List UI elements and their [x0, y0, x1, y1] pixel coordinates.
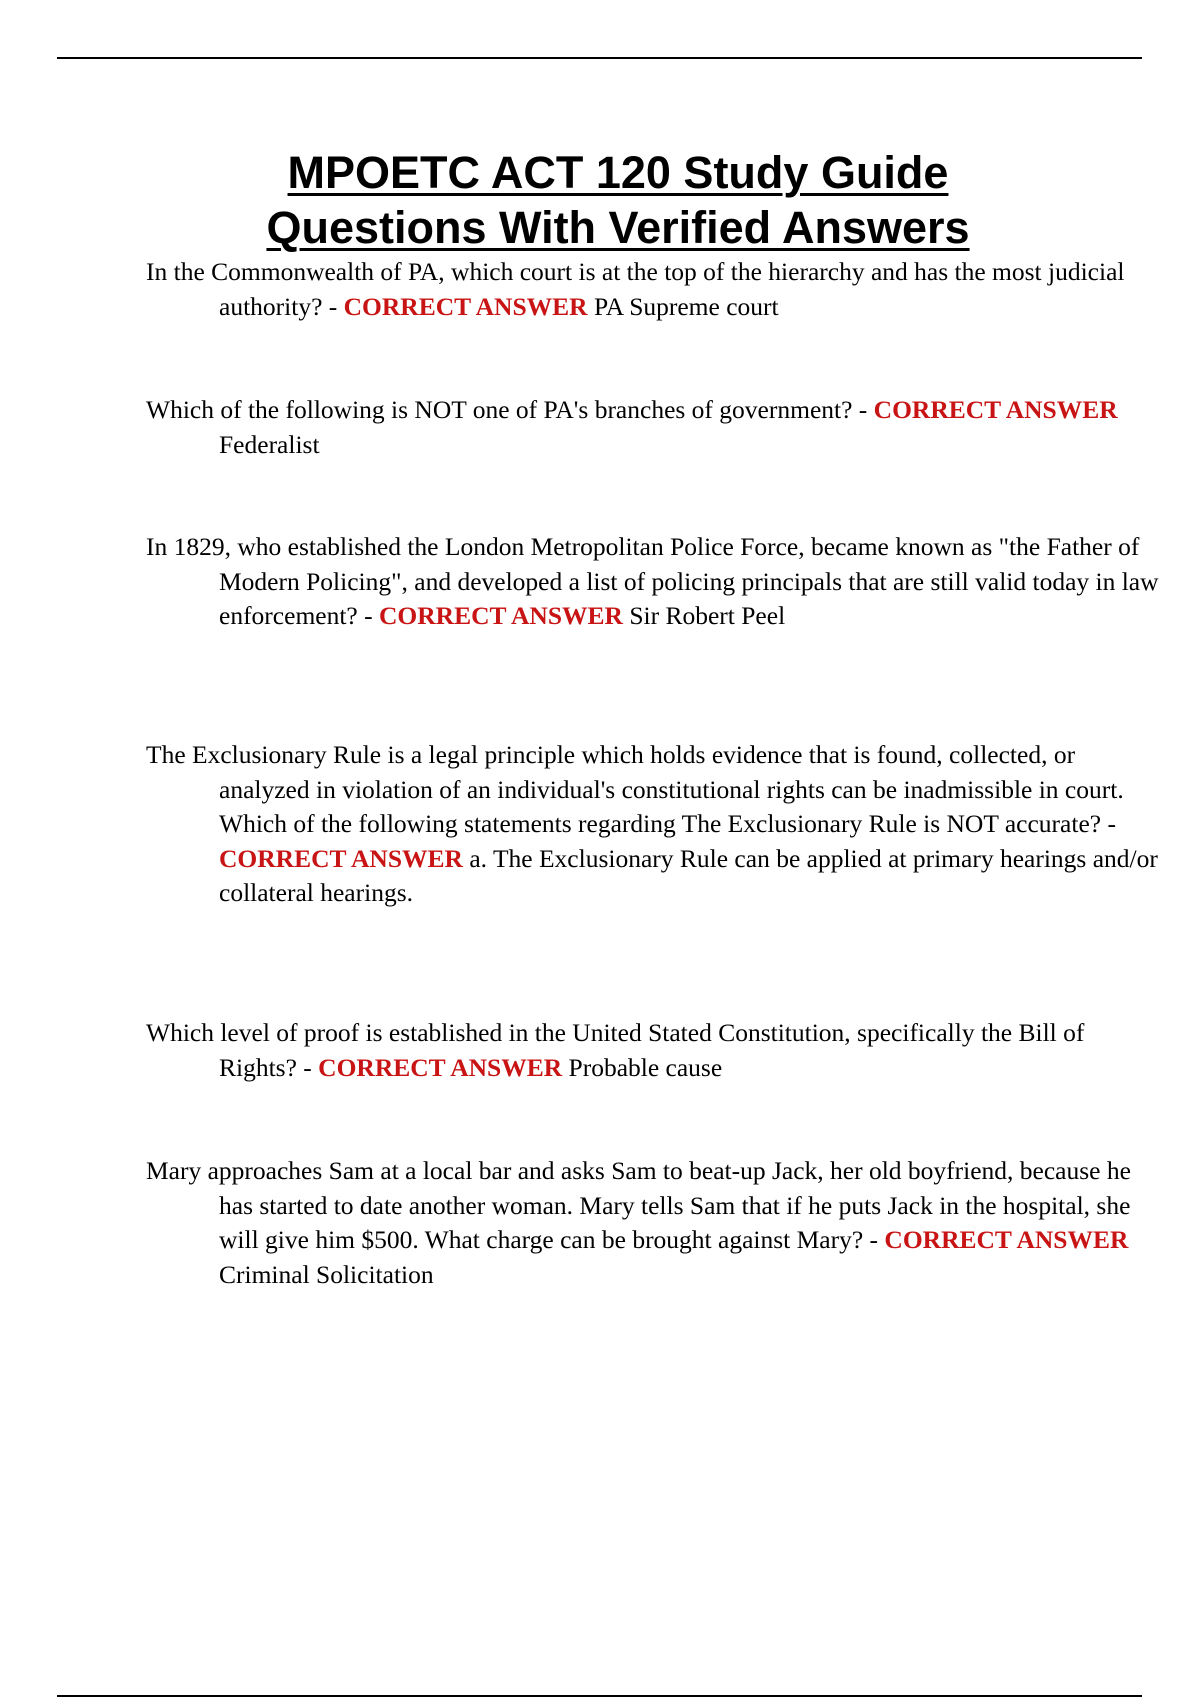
correct-answer-label: CORRECT ANSWER — [379, 601, 623, 630]
answer-text: PA Supreme court — [593, 291, 779, 321]
question-text: Which of the following is NOT one of PA's branches of government? - — [146, 395, 874, 424]
qa-item — [146, 393, 1159, 462]
top-rule — [57, 57, 1142, 59]
answer-text: Sir Robert Peel — [629, 601, 786, 630]
qa-item — [146, 1154, 1159, 1292]
correct-answer-label: CORRECT ANSWER — [343, 291, 588, 321]
answer-text: Criminal Solicitation — [219, 1259, 434, 1289]
correct-answer-label: CORRECT ANSWER — [219, 843, 463, 873]
correct-answer-label: CORRECT ANSWER — [318, 1052, 563, 1082]
answer-text: Probable cause — [568, 1052, 723, 1082]
answer-text: a. The Exclusionary Rule can be applied at primary hearings and/or collateral hearings. — [219, 843, 1158, 907]
question-text: In the Commonwealth of PA, which court is at the top of the hierarchy and has the most judicial authority? - — [146, 257, 1125, 321]
qa-item — [146, 738, 1159, 911]
answer-text: Federalist — [219, 429, 320, 459]
qa-item — [146, 1016, 1159, 1085]
title-line-2: Questions With Verified Answers — [266, 202, 970, 253]
correct-answer-label: CORRECT ANSWER — [873, 395, 1118, 424]
question-text: Mary approaches Sam at a local bar and asks Sam to beat-up Jack, her old boyfriend, because he has started to date another woman. Mary tells Sam that if he puts Jack in the hospital, she will give him $500. What charge can be brought against Mary? - — [146, 1156, 1131, 1254]
bottom-rule — [57, 1695, 1142, 1697]
question-text: Which level of proof is established in the United Stated Constitution, specifically the Bill of Rights? - — [146, 1018, 1085, 1082]
title-line-1: MPOETC ACT 120 Study Guide — [287, 147, 949, 198]
page-title — [0, 145, 1200, 255]
qa-item — [146, 530, 1159, 634]
correct-answer-label: CORRECT ANSWER — [884, 1225, 1129, 1254]
question-text: The Exclusionary Rule is a legal principle which holds evidence that is found, collected, or analyzed in violation of an individual's constitutional rights can be inadmissible in court. Which of the following statements regarding The Exclusionary Rule is NOT accurate? - — [146, 740, 1124, 838]
question-text: In 1829, who established the London Metropolitan Police Force, became known as "the Father of Modern Policing", and developed a list of policing principals that are still valid today in law enforcement? - — [146, 532, 1159, 630]
qa-item — [146, 255, 1159, 324]
